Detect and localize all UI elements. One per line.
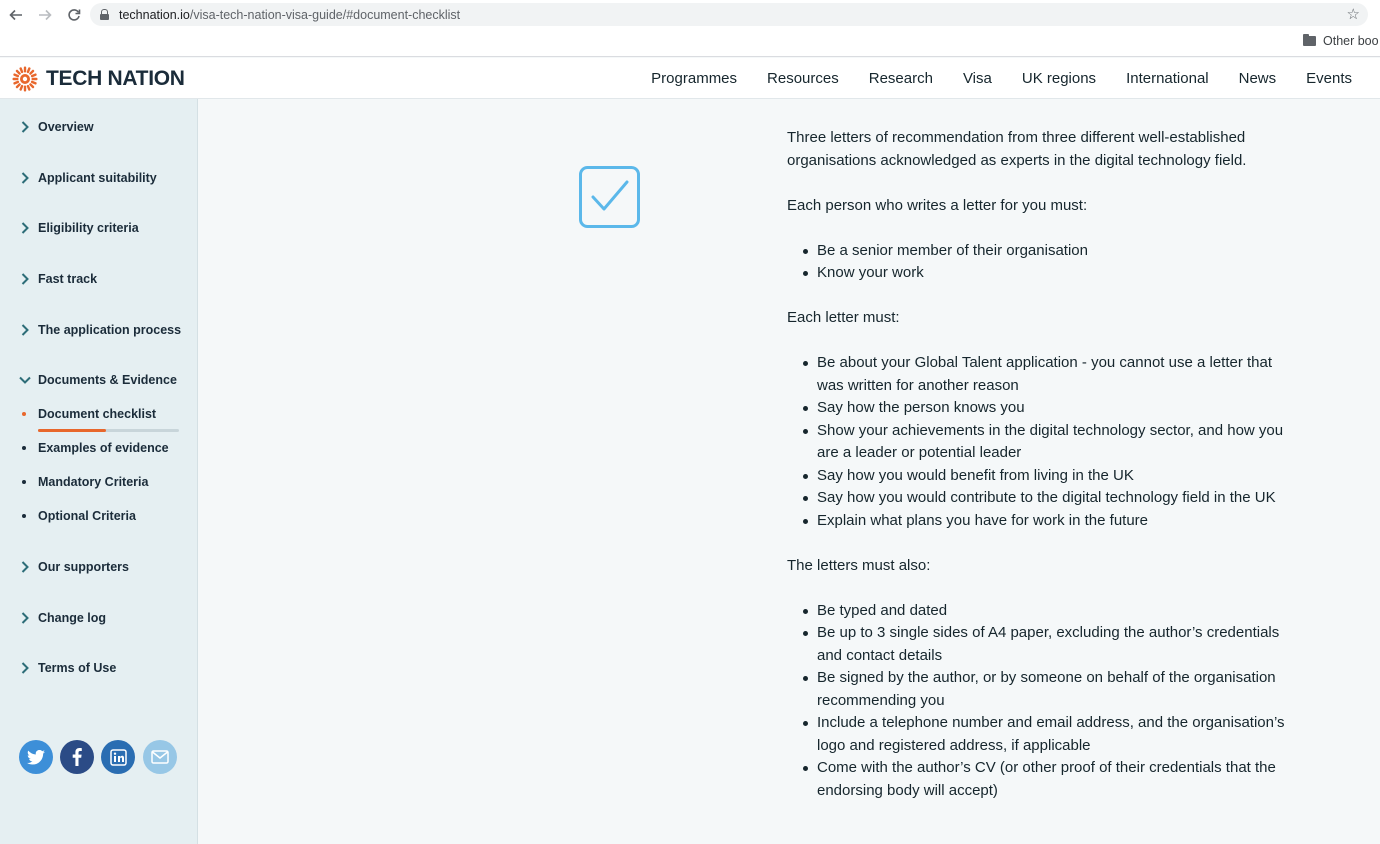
list-item: Be typed and dated	[817, 600, 1297, 623]
sidebar-item-label: Applicant suitability	[38, 171, 157, 185]
checkbox-check-icon	[579, 166, 640, 228]
twitter-icon	[27, 750, 45, 765]
additional-requirements-heading: The letters must also:	[787, 556, 931, 574]
bookmark-folder-label: Other boo	[1323, 34, 1379, 48]
linkedin-share-button[interactable]	[101, 740, 135, 774]
sidebar-subitem-optional-criteria[interactable]	[22, 509, 136, 523]
nav-resources[interactable]: Resources	[767, 70, 839, 87]
list-item: Say how the person knows you	[817, 397, 1297, 420]
sidebar-item-label: The application process	[38, 323, 182, 337]
sunburst-logo-icon	[12, 66, 38, 92]
sidebar-item-fast-track[interactable]	[19, 272, 97, 286]
folder-icon	[1303, 36, 1316, 46]
nav-research[interactable]: Research	[868, 70, 933, 87]
person-requirements-heading: Each person who writes a letter for you must:	[787, 196, 1088, 214]
nav-visa[interactable]: Visa	[962, 70, 992, 87]
list-item: Include a telephone number and email address, and the organisation’s logo and registered address, if applicable	[817, 712, 1297, 757]
email-icon	[151, 750, 169, 764]
sidebar-subitem-mandatory-criteria[interactable]	[22, 475, 148, 489]
nav-programmes[interactable]: Programmes	[651, 70, 738, 87]
document-checklist-content	[787, 127, 1297, 825]
list-item: Be up to 3 single sides of A4 paper, excluding the author’s credentials and contact details	[817, 622, 1297, 667]
nav-news[interactable]: News	[1238, 70, 1277, 87]
sidebar-item-our-supporters[interactable]	[19, 560, 129, 574]
additional-requirements-list	[787, 600, 1297, 803]
list-item: Know your work	[817, 262, 1297, 285]
list-item: Show your achievements in the digital technology sector, and how you are a leader or potential leader	[817, 420, 1297, 465]
chevron-right-icon	[19, 272, 31, 286]
list-item: Be signed by the author, or by someone on behalf of the organisation recommending you	[817, 667, 1297, 712]
sidebar-item-label: Eligibility criteria	[38, 221, 139, 235]
sidebar-item-applicant-suitability[interactable]	[19, 171, 157, 185]
sidebar-item-label: Documents & Evidence	[38, 373, 177, 387]
sidebar-item-application-process[interactable]	[19, 323, 181, 337]
bookmarks-bar	[0, 29, 1380, 57]
back-arrow-icon[interactable]	[3, 2, 29, 28]
sidebar-subitem-label: Optional Criteria	[38, 509, 136, 523]
sidebar-item-label: Terms of Use	[38, 661, 117, 675]
bullet-icon	[22, 480, 26, 484]
sidebar-item-documents-evidence[interactable]	[19, 373, 177, 387]
sidebar-item-overview[interactable]	[19, 120, 94, 134]
logo-text: TECH NATION	[46, 67, 185, 90]
list-item: Explain what plans you have for work in the future	[817, 510, 1297, 533]
guide-sidebar	[0, 99, 198, 844]
list-item: Be about your Global Talent application - you cannot use a letter that was written for another reason	[817, 352, 1297, 397]
person-requirements-list	[787, 240, 1297, 285]
active-bullet-icon	[22, 412, 26, 416]
section-progress-fill	[38, 429, 106, 432]
sidebar-item-eligibility-criteria[interactable]	[19, 221, 139, 235]
letter-requirements-list	[787, 352, 1297, 532]
sidebar-subitem-label: Examples of evidence	[38, 441, 169, 455]
chevron-down-icon	[19, 373, 31, 387]
list-item: Come with the author’s CV (or other proof of their credentials that the endorsing body will accept)	[817, 757, 1297, 802]
facebook-share-button[interactable]	[60, 740, 94, 774]
tech-nation-logo[interactable]	[12, 66, 185, 92]
nav-international[interactable]: International	[1126, 70, 1209, 87]
reload-icon[interactable]	[61, 2, 87, 28]
chevron-right-icon	[19, 171, 31, 185]
bookmark-folder-other[interactable]	[1303, 34, 1379, 48]
bookmark-star-icon[interactable]: ☆	[1346, 6, 1360, 23]
list-item: Say how you would benefit from living in the UK	[817, 465, 1297, 488]
bullet-icon	[22, 514, 26, 518]
forward-arrow-icon[interactable]	[32, 2, 58, 28]
list-item: Say how you would contribute to the digital technology field in the UK	[817, 487, 1297, 510]
chevron-right-icon	[19, 120, 31, 134]
url-host: technation.io	[119, 7, 190, 22]
sidebar-item-label: Change log	[38, 611, 107, 625]
sidebar-item-label: Overview	[38, 120, 94, 134]
sidebar-subitem-examples-of-evidence[interactable]	[22, 441, 169, 455]
sidebar-item-terms-of-use[interactable]	[19, 661, 116, 675]
chevron-right-icon	[19, 323, 31, 337]
letter-requirements-heading: Each letter must:	[787, 309, 900, 326]
lock-icon[interactable]	[100, 9, 109, 20]
intro-paragraph: Three letters of recommendation from three different well-established organisations acknowledged as experts in the digital technology field.	[787, 129, 1247, 169]
sidebar-item-change-log[interactable]	[19, 611, 106, 625]
chevron-right-icon	[19, 661, 31, 675]
sidebar-item-label: Our supporters	[38, 560, 129, 574]
linkedin-icon	[110, 749, 127, 766]
facebook-icon	[72, 748, 82, 766]
sidebar-subitem-label: Mandatory Criteria	[38, 475, 149, 489]
bullet-icon	[22, 446, 26, 450]
section-progress-bar	[38, 429, 179, 432]
main-nav	[621, 58, 1352, 99]
sidebar-item-label: Fast track	[38, 272, 98, 286]
nav-uk-regions[interactable]: UK regions	[1021, 70, 1097, 87]
list-item: Be a senior member of their organisation	[817, 240, 1297, 263]
browser-toolbar	[0, 0, 1380, 29]
address-bar[interactable]	[90, 3, 1368, 26]
sidebar-subitem-document-checklist[interactable]	[22, 407, 156, 421]
sidebar-subitem-label: Document checklist	[38, 407, 157, 421]
chevron-right-icon	[19, 611, 31, 625]
url-path: /visa-tech-nation-visa-guide/#document-checklist	[189, 7, 461, 22]
email-share-button[interactable]	[143, 740, 177, 774]
nav-events[interactable]: Events	[1306, 70, 1352, 87]
twitter-share-button[interactable]	[19, 740, 53, 774]
chevron-right-icon	[19, 560, 31, 574]
site-header	[0, 58, 1380, 99]
chevron-right-icon	[19, 221, 31, 235]
